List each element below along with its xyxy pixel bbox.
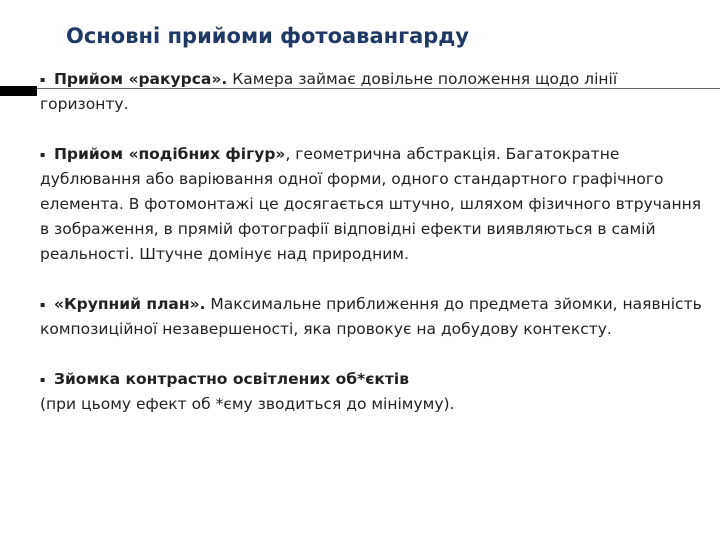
bullet-item-close-up <box>40 292 705 342</box>
bullet-item-contrast-lighting <box>40 367 705 417</box>
bullet-item-text: (при цьому ефект об *єму зводиться до мінімуму). <box>40 395 455 413</box>
bullet-marker: ▪ <box>40 300 46 309</box>
bullet-item-text: Максимальне приближення до предмета зйомки, наявність композиційної незавершеності, яка провокує на добудову контексту. <box>40 295 702 338</box>
bullet-item-rakurs <box>40 67 705 117</box>
bullet-item-lead: Прийом «ракурса». <box>53 70 228 88</box>
bullet-marker: ▪ <box>40 150 46 159</box>
bullet-item-lead: Зйомка контрастно освітлених об*єктів <box>53 370 410 388</box>
bullet-item-text: Камера займає довільне положення щодо лінії горизонту. <box>40 70 618 113</box>
bullet-item-lead: Прийом «подібних фігур» <box>53 145 286 163</box>
slide-title: Основні прийоми фотоавангарду <box>66 24 469 48</box>
bullet-marker: ▪ <box>40 375 46 384</box>
bullet-item-text: , геометрична абстракція. Багатократне дублювання або варіювання одної форми, одного стандартного графічного елемента. В фотомонтажі це досягається штучно, шляхом фізичного втручання в зображення, в прямій фотографії відповідні ефекти виявляються в самій реальності. Штучне домінує над природним. <box>40 145 702 263</box>
bullet-item-similar-figures <box>40 142 705 267</box>
divider-accent-block <box>0 86 37 96</box>
bullet-list <box>40 67 705 417</box>
bullet-item-lead: «Крупний план». <box>53 295 206 313</box>
bullet-marker: ▪ <box>40 75 46 84</box>
